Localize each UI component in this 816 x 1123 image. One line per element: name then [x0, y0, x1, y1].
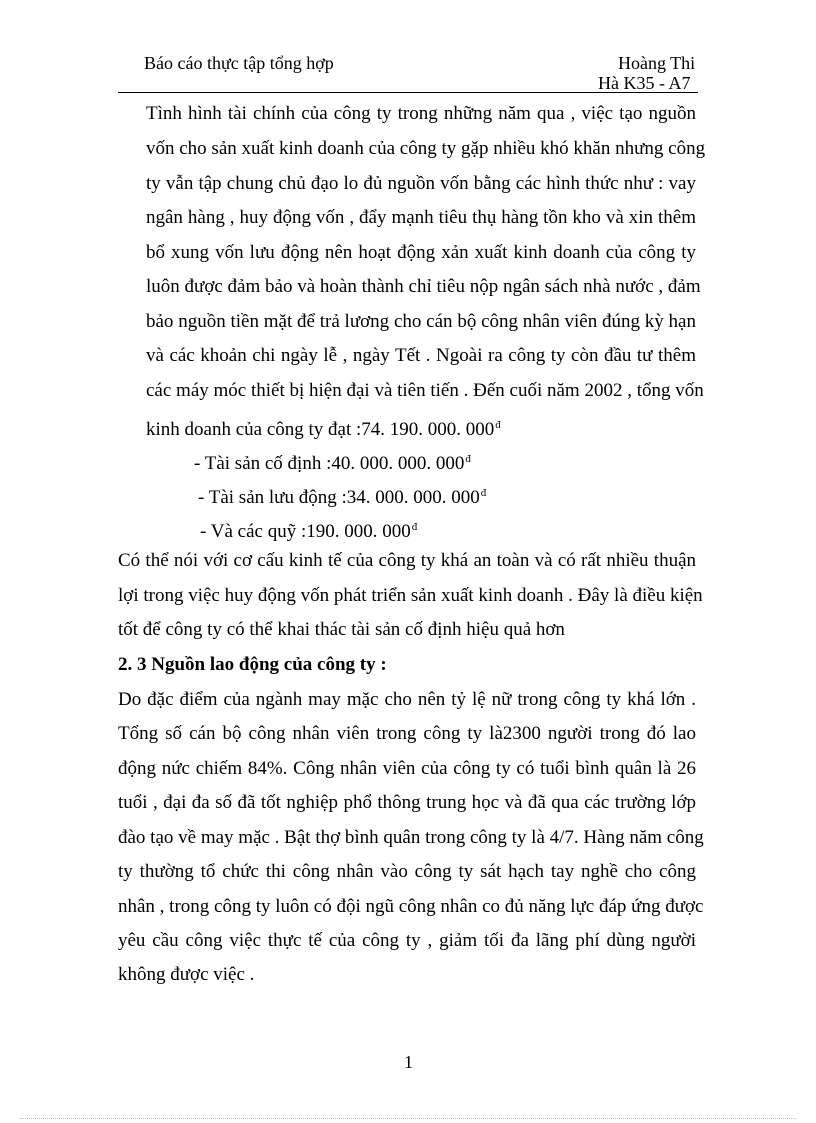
paragraph-line: Tình hình tài chính của công ty trong những năm qua , việc tạo nguồn	[146, 103, 696, 124]
paragraph-line: đào tạo về may mặc . Bật thợ bình quân trong công ty là 4/7. Hàng năm công	[118, 827, 704, 848]
line-text: kinh doanh của công ty đạt :74. 190. 000. 000	[146, 419, 495, 440]
paragraph-line: ty thường tổ chức thi công nhân vào công ty sát hạch tay nghề cho công	[118, 861, 696, 882]
paragraph-line: yêu cầu công việc thực tế của công ty , giảm tối đa lãng phí dùng người	[118, 930, 696, 951]
list-item-text: - Tài sản lưu động :34. 000. 000. 000	[198, 487, 480, 508]
page-number: 1	[404, 1052, 413, 1072]
list-item	[198, 481, 486, 510]
paragraph-line: bảo nguồn tiền mặt để trả lương cho cán bộ công nhân viên đúng kỳ hạn	[146, 311, 696, 332]
paragraph-line: ngân hàng , huy động vốn , đẩy mạnh tiêu thụ hàng tồn kho và xin thêm	[146, 207, 696, 228]
header-author: Hoàng Thi	[618, 53, 696, 73]
list-item	[200, 515, 417, 544]
paragraph-line: vốn cho sản xuất kinh doanh của công ty gặp nhiều khó khăn nhưng công	[146, 138, 706, 159]
header-title: Báo cáo thực tập tổng hợp	[144, 53, 334, 73]
paragraph-line	[146, 413, 501, 442]
paragraph-line: tốt để công ty có thể khai thác tài sản cố định hiệu quả hơn	[118, 619, 565, 640]
paragraph-line: lợi trong việc huy động vốn phát triển sản xuất kinh doanh . Đây là điều kiện	[118, 585, 703, 606]
section-heading: 2. 3 Nguồn lao động của công ty :	[118, 654, 387, 675]
list-item-text: - Tài sản cố định :40. 000. 000. 000	[194, 453, 465, 474]
paragraph-line: không được việc .	[118, 964, 255, 985]
paragraph-line: Tổng số cán bộ công nhân viên trong công ty là2300 người trong đó lao	[118, 723, 696, 744]
paragraph-line: các máy móc thiết bị hiện đại và tiên tiến . Đến cuối năm 2002 , tổng vốn	[146, 380, 704, 401]
paragraph-line: bổ xung vốn lưu động nên hoạt động xản xuất kinh doanh của công ty	[146, 242, 696, 263]
paragraph-line: luôn được đảm bảo và hoàn thành chỉ tiêu nộp ngân sách nhà nước , đảm	[146, 276, 701, 297]
paragraph-line: Có thể nói với cơ cấu kinh tế của công ty khá an toàn và có rất nhiều thuận	[118, 550, 696, 571]
paragraph-line: và các khoản chi ngày lễ , ngày Tết . Ngoài ra công ty còn đầu tư thêm	[146, 345, 696, 366]
header-class: Hà K35 - A7	[598, 73, 691, 93]
paragraph-line: tuổi , đại đa số đã tốt nghiệp phổ thông trung học và đã qua các trường lớp	[118, 792, 696, 813]
paragraph-line: ty vẫn tập chung chủ đạo lo đủ nguồn vốn bằng các hình thức như : vay	[146, 173, 696, 194]
paragraph-line: nhân , trong công ty luôn có đội ngũ công nhân co đủ năng lực đáp ứng được	[118, 896, 704, 917]
list-item-text: - Và các quỹ :190. 000. 000	[200, 521, 411, 542]
header-divider	[118, 92, 698, 93]
currency-symbol: đ	[465, 453, 471, 465]
list-item	[194, 447, 471, 476]
currency-symbol: đ	[411, 521, 418, 533]
page-bottom-border	[20, 1118, 796, 1119]
paragraph-line: động nức chiếm 84%. Công nhân viên của công ty có tuổi bình quân là 26	[118, 758, 696, 779]
currency-symbol: đ	[480, 487, 487, 499]
currency-symbol: đ	[495, 419, 501, 431]
paragraph-line: Do đặc điểm của ngành may mặc cho nên tỷ lệ nữ trong công ty khá lớn .	[118, 689, 696, 710]
